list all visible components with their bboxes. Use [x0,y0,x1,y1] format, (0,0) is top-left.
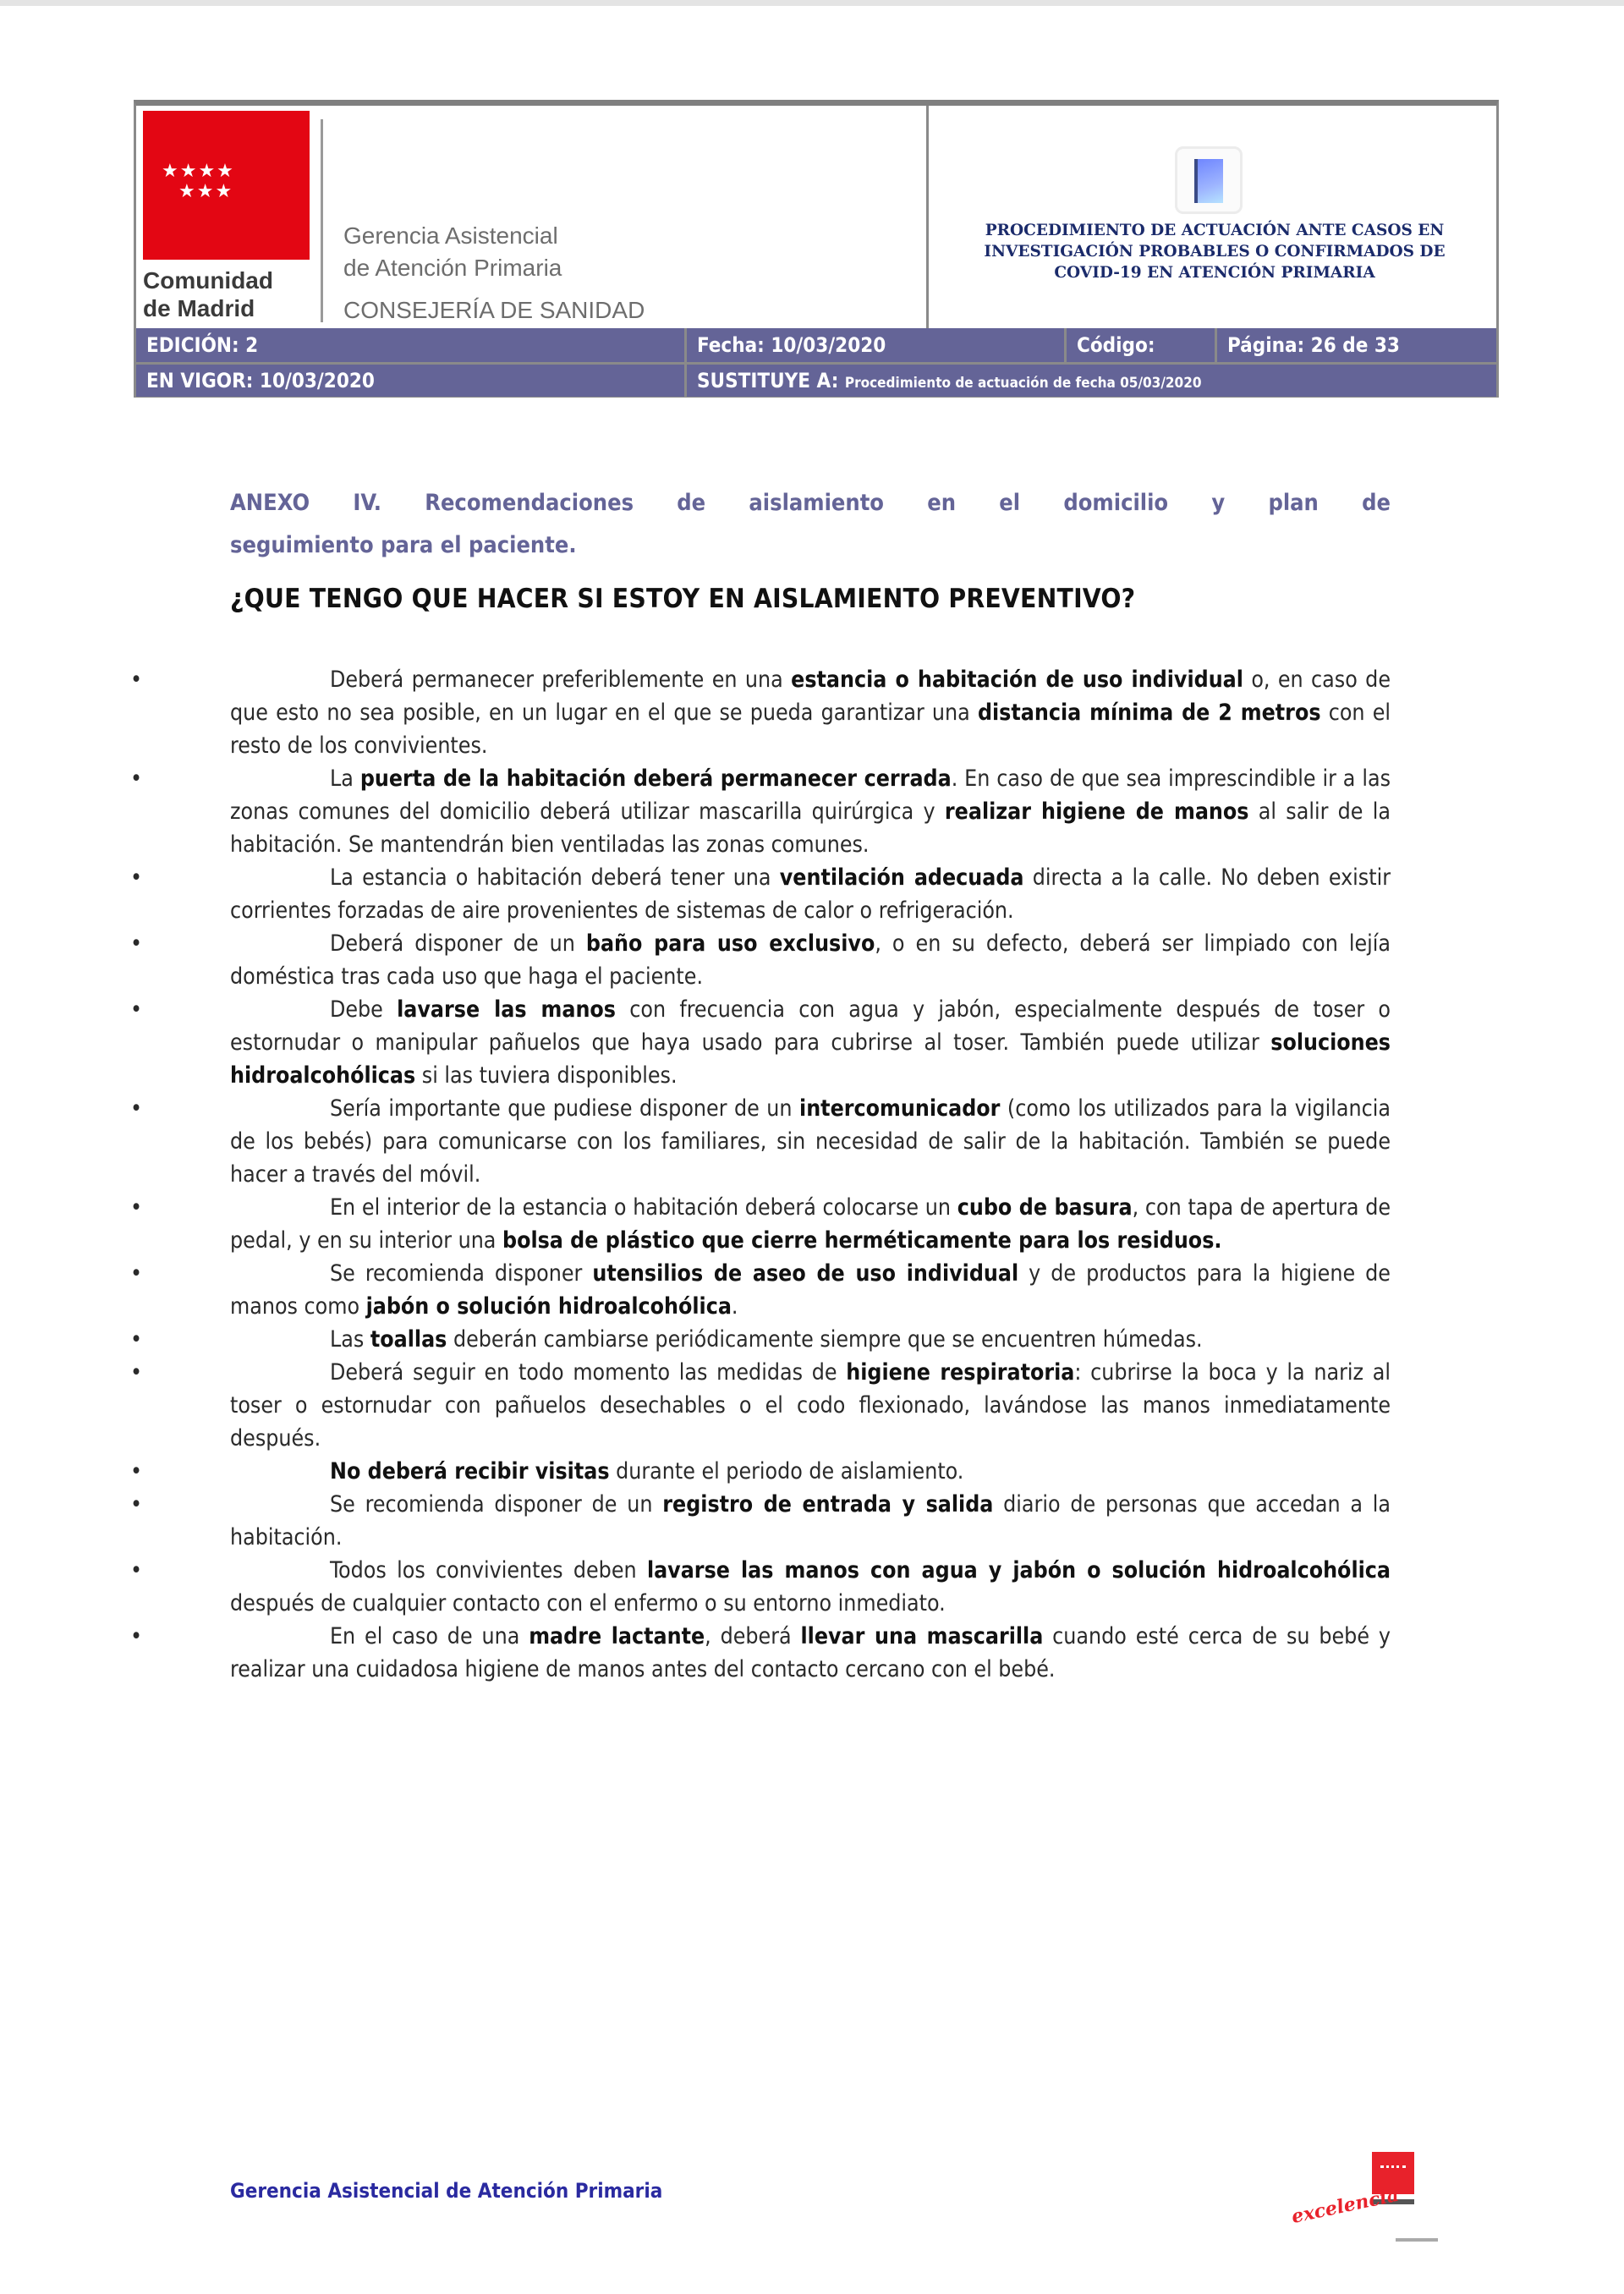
item-text: Deberá disponer de un [330,930,586,957]
emphasis-text: bolsa de plástico que cierre herméticamente para los residuos. [502,1227,1222,1254]
item-text: Deberá seguir en todo momento las medidas de [330,1359,847,1386]
emphasis-text: utensilios de aseo de uso individual [592,1260,1019,1287]
item-text: La estancia o habitación deberá tener una [330,864,780,891]
code-label: Código: [1077,333,1155,357]
item-text: (como los utilizados para la vigilancia de los bebés) para comunicarse con los familiares, sin necesidad de salir de la habitación. También se puede hacer a través del móvil. [230,1095,1391,1188]
madrid-excelente-subline [1396,2238,1438,2242]
header-info-row-1 [136,328,1496,362]
emphasis-text: registro de entrada y salida [662,1491,994,1517]
emphasis-text: jabón o solución hidroalcohólica [365,1293,732,1320]
list-item [130,1257,1391,1323]
madrid-excelente-script: excelencia [1289,2183,1402,2228]
replaces-label-value: Procedimiento de actuación de fecha 05/03/2020 [844,375,1202,392]
org-name [343,220,562,284]
list-item [130,1356,1391,1455]
emphasis-text: cubo de basura [957,1194,1133,1221]
emphasis-text: ventilación adecuada [779,864,1024,891]
header-info-row-2 [136,365,1496,397]
item-text: . En caso de que sea imprescindible ir a las zonas comunes del domicilio deberá utilizar mascarilla quirúrgica y [230,766,1391,825]
document-page-shape [1194,159,1223,203]
department-name: CONSEJERÍA DE SANIDAD [343,297,645,323]
emphasis-text: intercomunicador [799,1095,1001,1122]
bullet-icon: • [130,1095,143,1122]
org-name-line-2: de Atención Primaria [343,255,562,281]
procedure-title [940,220,1490,283]
emphasis-text: soluciones hidroalcohólicas [230,1029,1391,1089]
list-item [130,1323,1391,1356]
emphasis-text: baño para uso exclusivo [585,930,875,957]
annex-heading-line-2: seguimiento para el paciente. [230,532,577,558]
annex-heading-line-1: ANEXO IV. Recomendaciones de aislamiento en el domicilio y plan de [230,490,1391,516]
item-text: , con tapa de apertura de pedal, y en su interior una [230,1194,1391,1254]
item-text: Se recomienda disponer de un [330,1491,663,1517]
item-text: al salir de la habitación. Se mantendrán bien ventiladas las zonas comunes. [230,799,1391,858]
annex-heading [230,482,1391,567]
bullet-icon: • [130,1359,143,1386]
header-top-row [136,106,1496,328]
emphasis-text: lavarse las manos con agua y jabón o solución hidroalcohólica [646,1557,1391,1583]
header-cell-divider [926,106,929,328]
item-text: Las [330,1326,370,1353]
list-item [130,663,1391,762]
item-text: deberán cambiarse periódicamente siempre que se encuentren húmedas. [447,1326,1203,1353]
item-text: , deberá [705,1623,801,1649]
bullet-icon: • [130,1557,143,1583]
list-item [130,861,1391,927]
bullet-icon: • [130,766,143,792]
madrid-excelente-logo [1289,2132,1463,2242]
emphasis-text: madre lactante [529,1623,705,1649]
logo-text-line-2: de Madrid [143,295,255,321]
emphasis-text: puerta de la habitación deberá permanecer cerrada [359,766,952,792]
item-text: después de cualquier contacto con el enfermo o su entorno inmediato. [230,1590,946,1616]
emphasis-text: realizar higiene de manos [944,799,1249,825]
org-name-line-1: Gerencia Asistencial [343,222,558,249]
bullet-icon: • [130,667,143,693]
emphasis-text: lavarse las manos [397,996,617,1023]
document-icon [1175,146,1243,214]
date-label: Fecha: 10/03/2020 [697,333,886,357]
item-text: o, en caso de que esto no sea posible, en un lugar en el que se pueda garantizar una [230,667,1391,726]
question-heading: ¿QUE TENGO QUE HACER SI ESTOY EN AISLAMIENTO PREVENTIVO? [230,584,1136,614]
logo-red-flag [143,111,310,260]
procedure-title-line-2: INVESTIGACIÓN PROBABLES O CONFIRMADOS DE [984,243,1446,261]
logo-text-line-1: Comunidad [143,267,273,294]
recommendations-list [130,663,1391,1686]
list-item [130,1092,1391,1191]
page-number-label: Página: 26 de 33 [1227,333,1400,357]
item-text: Deberá permanecer preferiblemente en una [330,667,792,693]
comunidad-madrid-logo [143,111,312,324]
bullet-icon: • [130,1491,143,1517]
footer-org-name: Gerencia Asistencial de Atención Primaria [230,2179,663,2203]
bullet-icon: • [130,930,143,957]
list-item [130,1488,1391,1554]
item-text: Debe [330,996,398,1023]
item-text: Todos los convivientes deben [330,1557,647,1583]
stars-icon [162,162,297,202]
emphasis-text: llevar una mascarilla [800,1623,1044,1649]
list-item [130,1455,1391,1488]
document-header-table [134,100,1499,398]
item-text: diario de personas que accedan a la habitación. [230,1491,1391,1550]
list-item [130,1620,1391,1686]
edition-label: EDICIÓN: 2 [146,333,259,357]
item-text: En el interior de la estancia o habitación deberá colocarse un [330,1194,957,1221]
viewer-top-strip [0,0,1624,6]
emphasis-text: No deberá recibir visitas [330,1458,610,1485]
bullet-icon: • [130,864,143,891]
bullet-icon: • [130,1260,143,1287]
in-force-label: EN VIGOR: 10/03/2020 [146,369,375,392]
item-text: . [731,1293,738,1320]
bullet-icon: • [130,1623,143,1649]
bullet-icon: • [130,1326,143,1353]
item-text: y de productos para la higiene de manos como [230,1260,1391,1320]
list-item [130,1191,1391,1257]
item-text: con el resto de los convivientes. [230,700,1391,759]
procedure-title-line-1: PROCEDIMIENTO DE ACTUACIÓN ANTE CASOS EN [985,222,1445,239]
emphasis-text: higiene respiratoria [846,1359,1075,1386]
emphasis-text: toallas [370,1326,447,1353]
item-text: si las tuviera disponibles. [415,1062,678,1089]
list-item [130,762,1391,861]
item-text: Sería importante que pudiese disponer de un [330,1095,800,1122]
list-item [130,927,1391,993]
replaces-label-prefix: SUSTITUYE A: [697,369,839,392]
item-text: durante el periodo de aislamiento. [609,1458,964,1485]
logo-divider [321,119,323,322]
item-text: , o en su defecto, deberá ser limpiado con lejía doméstica tras cada uso que haga el paciente. [230,930,1391,990]
item-text: La [330,766,360,792]
emphasis-text: distancia mínima de 2 metros [977,700,1321,726]
replaces-label [687,365,1490,397]
bullet-icon: • [130,1458,143,1485]
stars-row-1: ★★★★ [162,161,235,182]
item-text: Se recomienda disponer [330,1260,593,1287]
bullet-icon: • [130,1194,143,1221]
list-item [130,1554,1391,1620]
bullet-icon: • [130,996,143,1023]
item-text: En el caso de una [330,1623,529,1649]
item-text: con frecuencia con agua y jabón, especialmente después de toser o estornudar o manipular pañuelos que haya usado para cubrirse al toser. También puede utilizar [230,996,1391,1056]
list-item [130,993,1391,1092]
item-text: : cubrirse la boca y la nariz al toser o estornudar con pañuelos desechables o el codo flexionado, lavándose las manos inmediatamente después. [230,1359,1391,1452]
stars-row-2: ★★★ [178,181,234,202]
item-text: cuando esté cerca de su bebé y realizar una cuidadosa higiene de manos antes del contacto cercano con el bebé. [230,1623,1391,1682]
emphasis-text: estancia o habitación de uso individual [791,667,1243,693]
logo-text [143,266,273,322]
procedure-title-line-3: COVID-19 EN ATENCIÓN PRIMARIA [1054,264,1375,282]
item-text: directa a la calle. No deben existir corrientes forzadas de aire provenientes de sistemas de calor o refrigeración. [230,864,1391,924]
